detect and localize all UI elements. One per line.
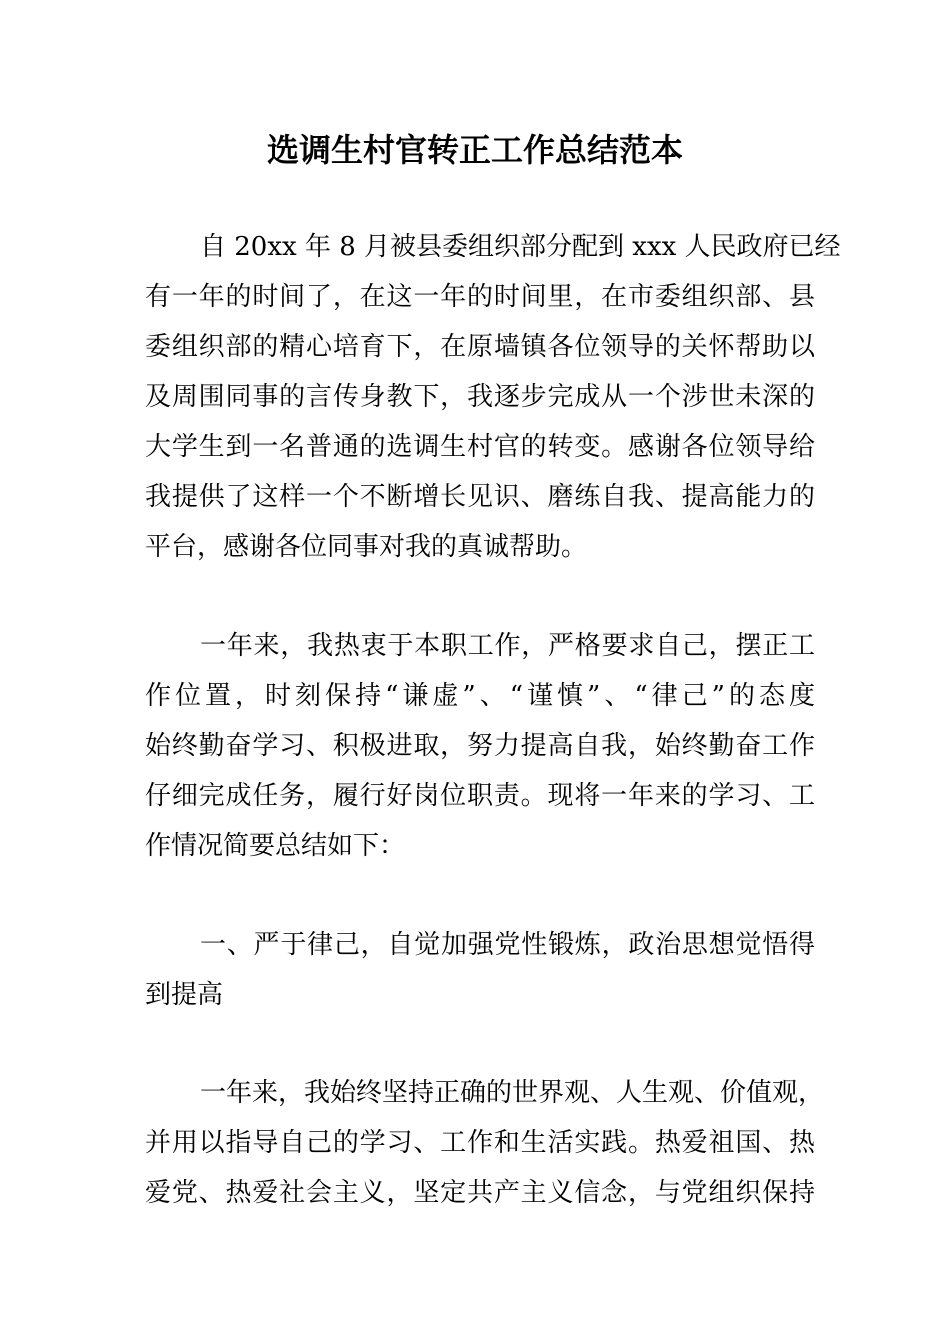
paragraph-line: 一、严于律己，自觉加强党性锻炼，政治思想觉悟得 bbox=[200, 930, 815, 960]
section-heading-1 bbox=[145, 920, 815, 1020]
paragraph-line: 我提供了这样一个不断增长见识、磨练自我、提高能力的 bbox=[145, 482, 815, 512]
paragraph-line: 自 20xx 年 8 月被县委组织部分配到 xxx 人民政府已经 bbox=[200, 232, 841, 262]
paragraph-line: 爱党、热爱社会主义，坚定共产主义信念，与党组织保持 bbox=[145, 1178, 815, 1208]
paragraph-line: 委组织部的精心培育下，在原墙镇各位领导的关怀帮助以 bbox=[145, 332, 815, 362]
paragraph-line: 作位置，时刻保持“谦虚”、“谨慎”、“律己”的态度 bbox=[145, 681, 815, 711]
paragraph-line: 到提高 bbox=[145, 980, 224, 1010]
document-title: 选调生村官转正工作总结范本 bbox=[266, 131, 683, 169]
paragraph-line: 一年来，我始终坚持正确的世界观、人生观、价值观， bbox=[200, 1078, 825, 1108]
paragraph-line: 平台，感谢各位同事对我的真诚帮助。 bbox=[145, 532, 588, 562]
paragraph-line: 大学生到一名普通的选调生村官的转变。感谢各位领导给 bbox=[145, 432, 815, 462]
paragraph-line: 始终勤奋学习、积极进取，努力提高自我，始终勤奋工作 bbox=[145, 731, 815, 761]
paragraph-line: 作情况简要总结如下： bbox=[145, 831, 406, 861]
paragraph-intro bbox=[145, 222, 841, 572]
paragraph-line: 并用以指导自己的学习、工作和生活实践。热爱祖国、热 bbox=[145, 1128, 815, 1158]
paragraph-line: 一年来，我热衷于本职工作，严格要求自己，摆正工 bbox=[200, 631, 815, 661]
paragraph-section-1-body bbox=[145, 1068, 825, 1218]
paragraph-line: 仔细完成任务，履行好岗位职责。现将一年来的学习、工 bbox=[145, 781, 815, 811]
paragraph-line: 有一年的时间了，在这一年的时间里，在市委组织部、县 bbox=[145, 282, 815, 312]
paragraph-overview bbox=[145, 621, 815, 871]
paragraph-line: 及周围同事的言传身教下，我逐步完成从一个涉世未深的 bbox=[145, 382, 815, 412]
